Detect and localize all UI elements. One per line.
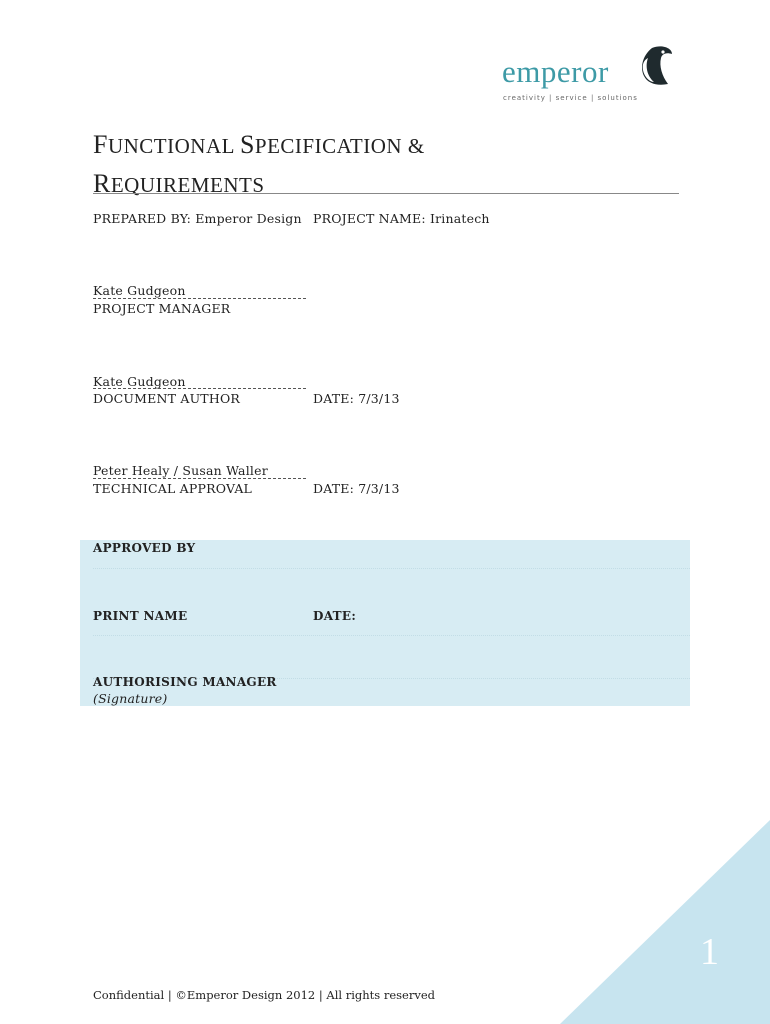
signature-line [93,298,306,299]
logo-wordmark: emperor [502,54,609,89]
authorising-manager-label: AUTHORISING MANAGER [93,675,277,689]
signature-line [93,388,306,389]
title-divider [93,193,679,194]
title-line-2: REQUIREMENTS [93,169,265,198]
signature-date: DATE: 7/3/13 [313,481,400,496]
project-name: PROJECT NAME: Irinatech [313,211,490,226]
signature-date: DATE: 7/3/13 [313,391,400,406]
signatory-name: Peter Healy / Susan Waller [93,463,268,478]
print-name-label: PRINT NAME [93,609,188,623]
approval-date-label: DATE: [313,609,357,623]
signature-hint: (Signature) [93,691,168,706]
signatory-role: PROJECT MANAGER [93,301,231,316]
title-line-1: FUNCTIONAL SPECIFICATION & [93,130,425,159]
signatory-role: TECHNICAL APPROVAL [93,481,253,496]
signatory-name: Kate Gudgeon [93,374,186,389]
row-divider [93,635,690,636]
prepared-by: PREPARED BY: Emperor Design [93,211,302,226]
signatory-name: Kate Gudgeon [93,283,186,298]
company-logo [500,44,680,106]
corner-triangle [560,820,770,1024]
row-divider [93,568,690,569]
footer-text: Confidential | ©Emperor Design 2012 | All rights reserved [93,988,436,1002]
signature-line [93,478,306,479]
approved-by-heading: APPROVED BY [93,541,196,555]
logo-tagline: creativity | service | solutions [503,94,638,102]
penguin-icon [632,44,674,90]
page-number: 1 [700,931,719,973]
signatory-role: DOCUMENT AUTHOR [93,391,241,406]
